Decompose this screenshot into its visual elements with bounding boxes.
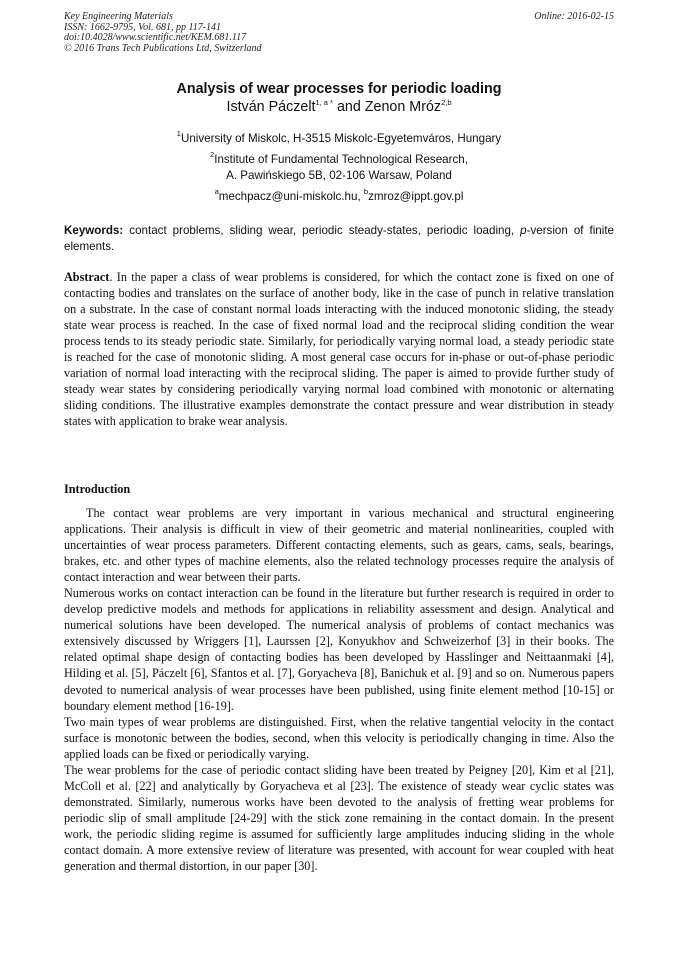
author-2-sup: 2,b — [441, 98, 452, 107]
abstract — [64, 269, 614, 429]
author-and: and — [332, 99, 365, 115]
aff2-sup: 2 — [210, 150, 215, 159]
aff2-line2: A. Pawińskiego 5B, 02-106 Warsaw, Poland — [226, 168, 452, 182]
aff1-sup: 1 — [176, 129, 181, 138]
abstract-text: . In the paper a class of wear problems is considered, for which the contact zone is fixed on one of contacting bodies and translates on the surface of another body, like in the case of punch in relative translation on a substrate. In the case of constant normal loads interacting with the induced monotonic sliding, the steady state wear process is reached. In the case of fixed normal load and the reciprocal sliding condition the wear process tends to its steady periodic state. Similarly, for periodically varying normal load, a steady periodic state is reached for the case of monotonic sliding. A most general case occurs for in-phase or out-of-phase periodic variation of normal load interacting with the reciprocal sliding. The paper is aimed to provide further study of steady wear states by considering periodically varying normal load combined with monotonic or alternating sliding conditions. The illustrative examples demonstrate the contact pressure and wear distribution in steady states with application to brake wear analysis. — [64, 270, 614, 429]
copyright: © 2016 Trans Tech Publications Ltd, Switzerland — [64, 42, 262, 54]
emails — [64, 189, 614, 205]
online-date: Online: 2016-02-15 — [534, 11, 614, 22]
keywords-p: p — [520, 224, 527, 237]
email-b[interactable]: zmroz@ippt.gov.pl — [368, 190, 464, 203]
affiliation-1 — [64, 131, 614, 147]
journal-name: Key Engineering Materials — [64, 11, 173, 22]
paragraph: The wear problems for the case of periodic contact sliding have been treated by Peigney [20], Kim et al [21], McColl et al. [22] and analytically by Goryacheva et al [23]. The existence of steady wear cyclic states was demonstrated. Similarly, numerous works have been devoted to the analysis of fretting wear problems for periodic slip of small amplitude [24-29] with the stick zone remaining in the contact domain. In the present work, the periodic sliding regime is assumed for sufficiently large amplitudes inducing sliding in the whole contact domain. A more extensive review of literature was presented, with account for wear coupled with heat generation and thermal distortion, in our paper [30]. — [64, 762, 614, 874]
abstract-label: Abstract — [64, 270, 110, 284]
author-2: Zenon Mróz — [364, 99, 442, 115]
keywords-text: contact problems, sliding wear, periodic steady-states, periodic loading, — [123, 224, 521, 237]
paragraph: Numerous works on contact interaction can be found in the literature but further research is required in order to develop predictive models and methods for applications in reliability assessment and design. Analytical and numerical solutions have been developed. The numerical analysis of problems of contact mechanics was extensively discussed by Wriggers [1], Laurssen [2], Konyukhov and Schweizerhof [3] in their books. The related optimal shape design of contacting bodies has been developed by Hasslinger and Neittaanmaki [4], Hilding et al. [5], Páczelt [6], Sfantos et al. [7], Goryacheva [8], Banichuk et al. [9] and so on. Numerous papers devoted to numerical analysis of wear processes have been published, using finite element method [10-15] or boundary element method [16-19]. — [64, 586, 614, 713]
introduction-body — [64, 505, 614, 874]
aff1-text: University of Miskolc, H-3515 Miskolc-Egyetemváros, Hungary — [180, 132, 502, 145]
keywords-label: Keywords: — [64, 224, 124, 237]
keywords-text-end: -version of finite elements. — [64, 224, 614, 253]
aff2-line1: Institute of Fundamental Technological Research, — [214, 153, 468, 166]
author-1: István Páczelt — [226, 99, 316, 115]
section-heading-introduction: Introduction — [64, 482, 131, 496]
email-a[interactable]: mechpacz@uni-miskolc.hu, — [218, 190, 364, 203]
author-1-sup: 1, a * — [315, 98, 333, 107]
journal-header — [64, 12, 262, 54]
affiliation-2 — [64, 152, 614, 183]
paragraph: The contact wear problems are very important in various mechanical and structural engineering applications. Their analysis is difficult in view of their geometric and material nonlinearities, coupled with uncertainties of wear process parameters. Different contacting elements, such as gears, cams, seals, bearings, brakes, etc. and other types of machine elements, also the related technology processes require the analysis of contact interaction and wear between their parts. — [64, 506, 614, 585]
issn: ISSN: 1662-9795, Vol. 681, pp 117-141 — [64, 21, 222, 33]
paragraph: Two main types of wear problems are distinguished. First, when the relative tangential velocity in the contact surface is monotonic between the bodies, second, when this velocity is periodically changing in time. Also the applied loads can be fixed or periodically varying. — [64, 714, 614, 761]
email-b-sup: b — [363, 187, 369, 196]
paper-title: Analysis of wear processes for periodic loading — [176, 81, 502, 97]
email-a-sup: a — [214, 187, 219, 196]
doi: doi:10.4028/www.scientific.net/KEM.681.117 — [64, 32, 247, 44]
keywords — [64, 223, 614, 255]
authors — [64, 99, 614, 115]
